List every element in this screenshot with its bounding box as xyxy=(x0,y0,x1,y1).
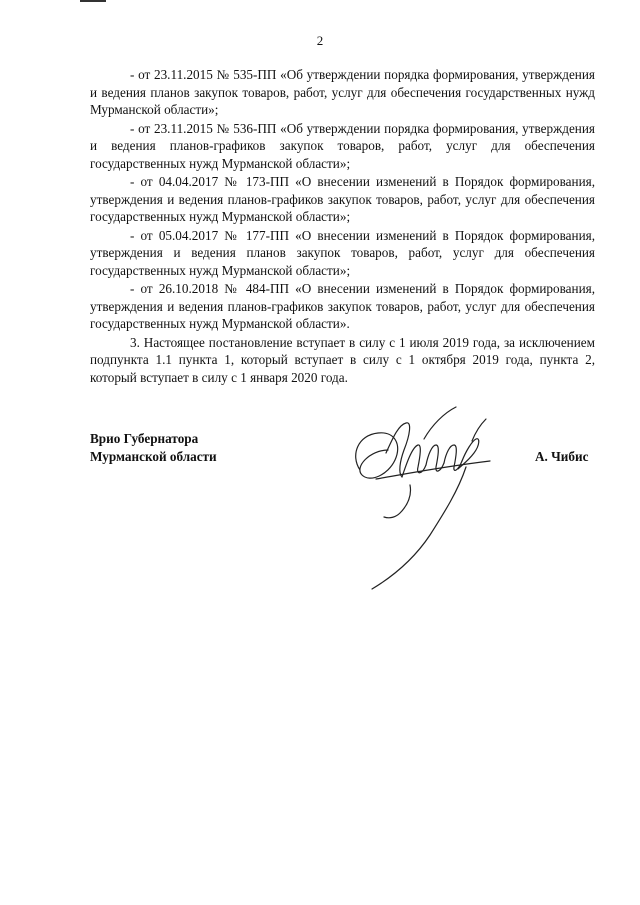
list-item-484-pp: - от 26.10.2018 № 484-ПП «О внесении изменений в Порядок формирования, утверждения и ведения планов-графиков закупок товаров, работ, услуг для обеспечения государственных нужд Мурманской области». xyxy=(90,281,595,331)
list-item-536-pp: - от 23.11.2015 № 536-ПП «Об утверждении порядка формирования, утверждения и ведения планов-графиков закупок товаров, работ, услуг для обеспечения государственных нужд Мурманской области»; xyxy=(90,120,595,171)
page-top-mark xyxy=(80,0,106,2)
document-body xyxy=(90,66,595,387)
handwritten-signature xyxy=(340,395,500,595)
signer-name: А. Чибис xyxy=(535,449,589,464)
clause-3-effective-date: 3. Настоящее постановление вступает в силу с 1 июля 2019 года, за исключением подпункта 1.1 пункта 1, который вступает в силу с 1 октября 2019 года, пункта 2, который вступает в силу с 1 января 2020 года. xyxy=(90,334,595,385)
list-item-177-pp: - от 05.04.2017 № 177-ПП «О внесении изменений в Порядок формирования, утверждения и ведения планов закупок товаров, работ, услуг для обеспечения государственных нужд Мурманской области»; xyxy=(90,227,595,278)
list-item-535-pp: - от 23.11.2015 № 535-ПП «Об утверждении порядка формирования, утверждения и ведения планов закупок товаров, работ, услуг для обеспечения государственных нужд Мурманской области»; xyxy=(90,67,595,117)
signer-position xyxy=(90,430,217,466)
page-number: 2 xyxy=(316,33,324,48)
signer-position-line1: Врио Губернатора xyxy=(90,431,199,446)
signer-position-line2: Мурманской области xyxy=(90,449,217,464)
list-item-173-pp: - от 04.04.2017 № 173-ПП «О внесении изменений в Порядок формирования, утверждения и ведения планов-графиков закупок товаров, работ, услуг для обеспечения государственных нужд Мурманской области»; xyxy=(90,174,595,224)
